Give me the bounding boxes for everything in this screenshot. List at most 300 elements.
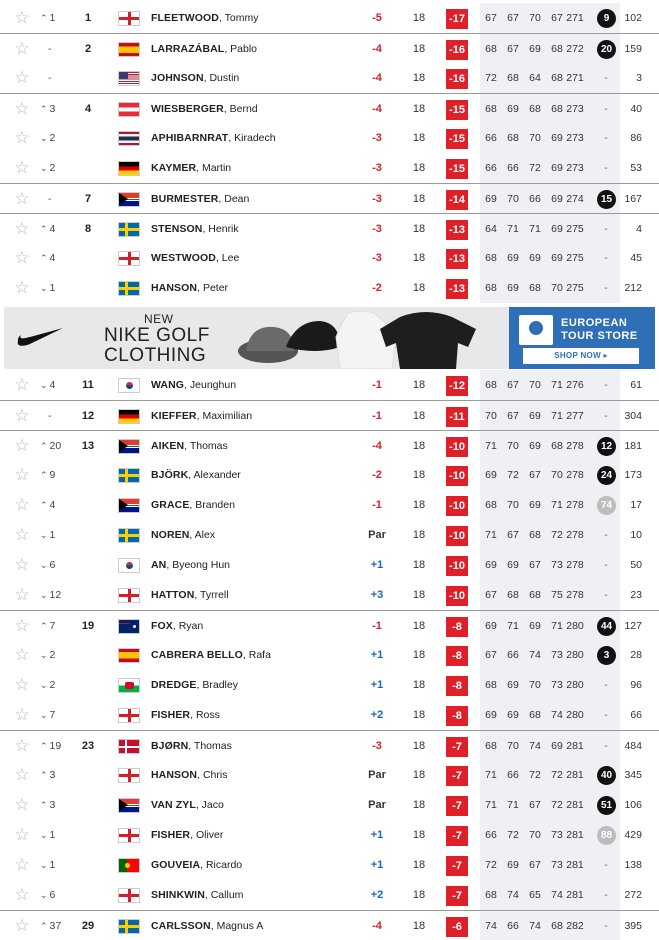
position-movement: ⌄ 4 [40,379,56,391]
aus-flag [119,620,139,633]
aggregate-score: 277 [566,410,584,422]
player-name-link[interactable]: JOHNSON, Dustin [151,72,240,84]
today-score: -1 [372,499,382,511]
holes-thru: 18 [412,72,426,84]
position-movement: ⌃ 3 [40,769,56,781]
player-name-link[interactable]: NOREN, Alex [151,529,216,541]
round-3-score: 70 [529,829,541,841]
player-name-link[interactable]: STENSON, Henrik [151,223,239,235]
ad-title-line2: CLOTHING [104,345,207,366]
player-name-link[interactable]: KAYMER, Martin [151,162,232,174]
total-to-par: -8 [446,646,468,666]
total-to-par: -15 [446,159,468,179]
position-movement: ⌃ 4 [40,252,56,264]
eng-flag [119,709,139,722]
table-row[interactable] [0,400,659,430]
aggregate-score: 273 [566,103,584,115]
total-to-par: -10 [446,526,468,546]
race-points: 28 [630,649,642,661]
round-1-score: 66 [485,162,497,174]
favourite-star-icon[interactable]: ☆ [14,885,30,904]
round-3-score: 68 [529,529,541,541]
country-flag-icon [118,222,140,237]
round-3-score: 67 [529,859,541,871]
round-2-score: 70 [507,440,519,452]
position-movement: ⌃ 4 [40,223,56,235]
player-surname: BURMESTER [151,193,219,205]
wal-flag [119,679,139,692]
race-points: 345 [624,769,642,781]
table-row[interactable] [0,183,659,213]
favourite-star-icon[interactable]: ☆ [14,916,30,935]
player-name-link[interactable]: CARLSSON, Magnus A [151,920,264,932]
aggregate-score: 281 [566,889,584,901]
ad-title-line1: NIKE GOLF [104,325,210,346]
holes-thru: 18 [412,740,426,752]
ranking-cell: - [592,123,620,153]
race-points: 53 [630,162,642,174]
player-surname: AN [151,559,167,571]
table-row[interactable] [0,273,659,303]
ger-flag [119,162,139,175]
race-points: 61 [630,379,642,391]
country-flag-icon [118,468,140,483]
aut-flag [119,103,139,116]
table-row[interactable] [0,3,659,33]
round-3-score: 74 [529,920,541,932]
round-2-score: 69 [507,252,519,264]
position [76,640,100,670]
ranking-cell: - [592,153,620,183]
country-flag-icon [118,828,140,843]
table-row[interactable] [0,730,659,760]
position [76,820,100,850]
round-4-score: 68 [551,440,563,452]
round-1-score: 69 [485,709,497,721]
country-flag-icon [118,409,140,424]
total-to-par: -8 [446,617,468,637]
table-row[interactable] [0,460,659,490]
favourite-star-icon[interactable]: ☆ [14,158,30,177]
world-ranking-badge: 20 [597,40,616,59]
eng-flag [119,889,139,902]
table-row[interactable] [0,820,659,850]
swe-flag [119,469,139,482]
position-movement: ⌃ 20 [40,440,62,452]
world-ranking-badge: 44 [597,617,616,636]
country-flag-icon [118,131,140,146]
table-row[interactable] [0,123,659,153]
round-4-score: 74 [551,709,563,721]
eng-flag [119,829,139,842]
player-surname: LARRAZÁBAL [151,43,225,55]
total-to-par: -13 [446,249,468,269]
aggregate-score: 281 [566,829,584,841]
position-movement: ⌄ 2 [40,649,56,661]
player-surname: NOREN [151,529,190,541]
favourite-star-icon[interactable]: ☆ [14,8,30,27]
round-1-score: 68 [485,103,497,115]
position [76,460,100,490]
world-ranking-badge: 15 [597,190,616,209]
world-ranking-badge: 51 [597,796,616,815]
race-points: 45 [630,252,642,264]
today-score: -4 [372,920,382,932]
round-2-score: 66 [507,769,519,781]
total-to-par: -16 [446,69,468,89]
eng-flag [119,589,139,602]
favourite-star-icon[interactable]: ☆ [14,406,30,425]
tha-flag [119,132,139,145]
world-ranking-badge: 88 [597,826,616,845]
usa-flag [119,72,139,85]
favourite-star-icon[interactable]: ☆ [14,525,30,544]
round-1-score: 69 [485,193,497,205]
total-to-par: -10 [446,496,468,516]
round-4-score: 73 [551,829,563,841]
table-row[interactable] [0,610,659,640]
total-to-par: -7 [446,796,468,816]
position-movement: ⌄ 1 [40,529,56,541]
world-ranking-badge: 12 [597,437,616,456]
table-row[interactable] [0,550,659,580]
round-2-score: 66 [507,649,519,661]
round-2-score: 69 [507,103,519,115]
today-score: +2 [370,889,384,901]
player-name-link[interactable]: FISHER, Ross [151,709,220,721]
swe-flag [119,223,139,236]
favourite-star-icon[interactable]: ☆ [14,39,30,58]
player-name-link[interactable]: FLEETWOOD, Tommy [151,12,259,24]
favourite-star-icon[interactable]: ☆ [14,765,30,784]
position: 23 [81,740,95,752]
favourite-star-icon[interactable]: ☆ [14,585,30,604]
round-4-score: 68 [551,103,563,115]
round-4-score: 75 [551,589,563,601]
position-movement: ⌄ 7 [40,709,56,721]
ger-flag [119,410,139,423]
favourite-star-icon[interactable]: ☆ [14,705,30,724]
swe-flag [119,920,139,933]
table-row[interactable] [0,790,659,820]
player-name-link[interactable]: BURMESTER, Dean [151,193,250,205]
world-ranking-badge: 24 [597,466,616,485]
holes-thru: 18 [412,859,426,871]
position: 2 [84,43,92,55]
total-to-par: -7 [446,737,468,757]
position-movement: - [48,193,52,205]
race-points: 3 [636,72,642,84]
rsa-flag [119,440,139,453]
holes-thru: 18 [412,12,426,24]
total-to-par: -8 [446,706,468,726]
player-name-link[interactable]: VAN ZYL, Jaco [151,799,224,811]
round-4-score: 69 [551,193,563,205]
shop-now-button[interactable]: SHOP NOW ▸ [523,348,639,364]
player-name-link[interactable]: WESTWOOD, Lee [151,252,240,264]
table-row[interactable] [0,153,659,183]
favourite-star-icon[interactable]: ☆ [14,645,30,664]
aggregate-score: 280 [566,679,584,691]
race-points: 96 [630,679,642,691]
total-to-par: -15 [446,129,468,149]
player-surname: SHINKWIN [151,889,205,901]
player-name-link[interactable]: AIKEN, Thomas [151,440,228,452]
table-row[interactable] [0,430,659,460]
round-2-score: 67 [507,43,519,55]
total-to-par: -10 [446,586,468,606]
position-movement: ⌄ 2 [40,679,56,691]
favourite-star-icon[interactable]: ☆ [14,68,30,87]
position [76,670,100,700]
round-3-score: 70 [529,132,541,144]
country-flag-icon [118,619,140,634]
position-movement: ⌃ 9 [40,469,56,481]
favourite-star-icon[interactable]: ☆ [14,675,30,694]
player-surname: GRACE [151,499,190,511]
player-surname: HATTON [151,589,195,601]
holes-thru: 18 [412,282,426,294]
round-4-score: 74 [551,889,563,901]
race-points: 159 [624,43,642,55]
position: 4 [84,103,92,115]
player-name-link[interactable]: BJÖRK, Alexander [151,469,241,481]
favourite-star-icon[interactable]: ☆ [14,616,30,635]
player-surname: AIKEN [151,440,185,452]
round-3-score: 71 [529,223,541,235]
table-row[interactable] [0,880,659,910]
player-name-link[interactable]: DREDGE, Bradley [151,679,238,691]
favourite-star-icon[interactable]: ☆ [14,248,30,267]
player-surname: JOHNSON [151,72,204,84]
country-flag-icon [118,42,140,57]
table-row[interactable] [0,490,659,520]
round-3-score: 67 [529,469,541,481]
ranking-cell: - [592,580,620,610]
holes-thru: 18 [412,649,426,661]
round-1-score: 67 [485,12,497,24]
aggregate-score: 278 [566,469,584,481]
player-name-link[interactable]: APHIBARNRAT, Kiradech [151,132,276,144]
player-name-link[interactable]: GOUVEIA, Ricardo [151,859,243,871]
favourite-star-icon[interactable]: ☆ [14,99,30,118]
favourite-star-icon[interactable]: ☆ [14,219,30,238]
round-2-score: 69 [507,859,519,871]
round-2-score: 71 [507,223,519,235]
table-row[interactable] [0,760,659,790]
round-1-score: 67 [485,589,497,601]
player-name-link[interactable]: HANSON, Chris [151,769,228,781]
store-title-line1: EUROPEAN [561,317,628,329]
european-tour-store-panel[interactable] [509,307,655,369]
today-score: -3 [372,132,382,144]
table-row[interactable] [0,910,659,940]
total-to-par: -13 [446,279,468,299]
position-movement: - [48,43,52,55]
player-name-link[interactable]: GRACE, Branden [151,499,235,511]
total-to-par: -7 [446,826,468,846]
player-name-link[interactable]: FOX, Ryan [151,620,204,632]
table-row[interactable] [0,520,659,550]
player-surname: CABRERA BELLO [151,649,243,661]
aggregate-score: 282 [566,920,584,932]
round-2-score: 67 [507,379,519,391]
favourite-star-icon[interactable]: ☆ [14,128,30,147]
holes-thru: 18 [412,43,426,55]
eng-flag [119,769,139,782]
position: 8 [84,223,92,235]
round-3-score: 66 [529,193,541,205]
round-4-score: 68 [551,72,563,84]
country-flag-icon [118,678,140,693]
kor-flag [119,379,139,392]
table-row[interactable] [0,213,659,243]
position: 19 [81,620,95,632]
table-row[interactable] [0,580,659,610]
store-title-line2: TOUR STORE [561,330,638,342]
total-to-par: -10 [446,437,468,457]
favourite-star-icon[interactable]: ☆ [14,825,30,844]
round-2-score: 71 [507,799,519,811]
favourite-star-icon[interactable]: ☆ [14,436,30,455]
position [76,850,100,880]
holes-thru: 18 [412,889,426,901]
player-surname: WIESBERGER [151,103,224,115]
table-row[interactable] [0,670,659,700]
holes-thru: 18 [412,162,426,174]
position: 13 [81,440,95,452]
favourite-star-icon[interactable]: ☆ [14,855,30,874]
ranking-cell: - [592,273,620,303]
round-4-score: 67 [551,12,563,24]
holes-thru: 18 [412,103,426,115]
favourite-star-icon[interactable]: ☆ [14,736,30,755]
holes-thru: 18 [412,559,426,571]
position [76,273,100,303]
player-surname: KIEFFER [151,410,197,422]
round-2-score: 69 [507,679,519,691]
favourite-star-icon[interactable]: ☆ [14,795,30,814]
holes-thru: 18 [412,829,426,841]
today-score: -2 [372,469,382,481]
player-name-link[interactable]: WIESBERGER, Bernd [151,103,258,115]
today-score: -1 [372,620,382,632]
nike-golf-advert[interactable] [4,307,655,369]
round-3-score: 69 [529,252,541,264]
round-3-score: 69 [529,440,541,452]
ranking-cell: - [592,214,620,244]
player-name-link[interactable]: KIEFFER, Maximilian [151,410,253,422]
round-3-score: 70 [529,12,541,24]
round-3-score: 69 [529,620,541,632]
position-movement: ⌄ 2 [40,132,56,144]
player-name-link[interactable]: SHINKWIN, Callum [151,889,244,901]
position: 11 [82,379,94,391]
round-4-score: 73 [551,679,563,691]
race-points: 127 [624,620,642,632]
player-surname: HANSON [151,769,198,781]
holes-thru: 18 [412,679,426,691]
player-name-link[interactable]: AN, Byeong Hun [151,559,231,571]
round-1-score: 66 [485,132,497,144]
ranking-cell: - [592,911,620,940]
country-flag-icon [118,281,140,296]
race-points: 10 [630,529,642,541]
favourite-star-icon[interactable]: ☆ [14,465,30,484]
round-1-score: 64 [485,223,497,235]
table-row[interactable] [0,243,659,273]
round-1-score: 68 [485,282,497,294]
player-surname: VAN ZYL [151,799,196,811]
ranking-cell: - [592,880,620,910]
total-to-par: -12 [446,376,468,396]
favourite-star-icon[interactable]: ☆ [14,278,30,297]
position-movement: ⌃ 3 [40,103,56,115]
total-to-par: -15 [446,100,468,120]
player-name-link[interactable]: CABRERA BELLO, Rafa [151,649,271,661]
table-row[interactable] [0,33,659,63]
table-row[interactable] [0,850,659,880]
holes-thru: 18 [412,193,426,205]
player-name-link[interactable]: HATTON, Tyrrell [151,589,229,601]
player-surname: FISHER [151,829,191,841]
round-3-score: 74 [529,649,541,661]
table-row[interactable] [0,700,659,730]
round-1-score: 74 [485,920,497,932]
table-row[interactable] [0,93,659,123]
aggregate-score: 280 [566,709,584,721]
country-flag-icon [118,858,140,873]
holes-thru: 18 [412,440,426,452]
aggregate-score: 281 [566,859,584,871]
total-to-par: -11 [446,407,468,427]
ranking-cell: - [592,243,620,273]
favourite-star-icon[interactable]: ☆ [14,375,30,394]
position [76,153,100,183]
player-name-link[interactable]: WANG, Jeunghun [151,379,237,391]
player-name-link[interactable]: BJØRN, Thomas [151,740,232,752]
aggregate-score: 272 [566,43,584,55]
position: 1 [84,12,92,24]
table-row[interactable] [0,370,659,400]
aggregate-score: 278 [566,529,584,541]
round-4-score: 71 [551,620,563,632]
today-score: +1 [370,649,384,661]
holes-thru: 18 [412,529,426,541]
table-row[interactable] [0,63,659,93]
total-to-par: -10 [446,556,468,576]
round-2-score: 74 [507,889,519,901]
today-score: -4 [372,440,382,452]
aggregate-score: 274 [566,193,584,205]
aggregate-score: 281 [566,740,584,752]
table-row[interactable] [0,640,659,670]
player-surname: GOUVEIA [151,859,201,871]
position-movement: - [48,410,52,422]
player-name-link[interactable]: HANSON, Peter [151,282,229,294]
favourite-star-icon[interactable]: ☆ [14,495,30,514]
favourite-star-icon[interactable]: ☆ [14,555,30,574]
player-surname: CARLSSON [151,920,211,932]
country-flag-icon [118,708,140,723]
ad-new-label: NEW [144,312,174,326]
player-name-link[interactable]: LARRAZÁBAL, Pablo [151,43,258,55]
round-4-score: 69 [551,252,563,264]
european-tour-logo-icon [519,315,553,345]
favourite-star-icon[interactable]: ☆ [14,189,30,208]
player-name-link[interactable]: FISHER, Oliver [151,829,224,841]
ranking-cell: - [592,850,620,880]
